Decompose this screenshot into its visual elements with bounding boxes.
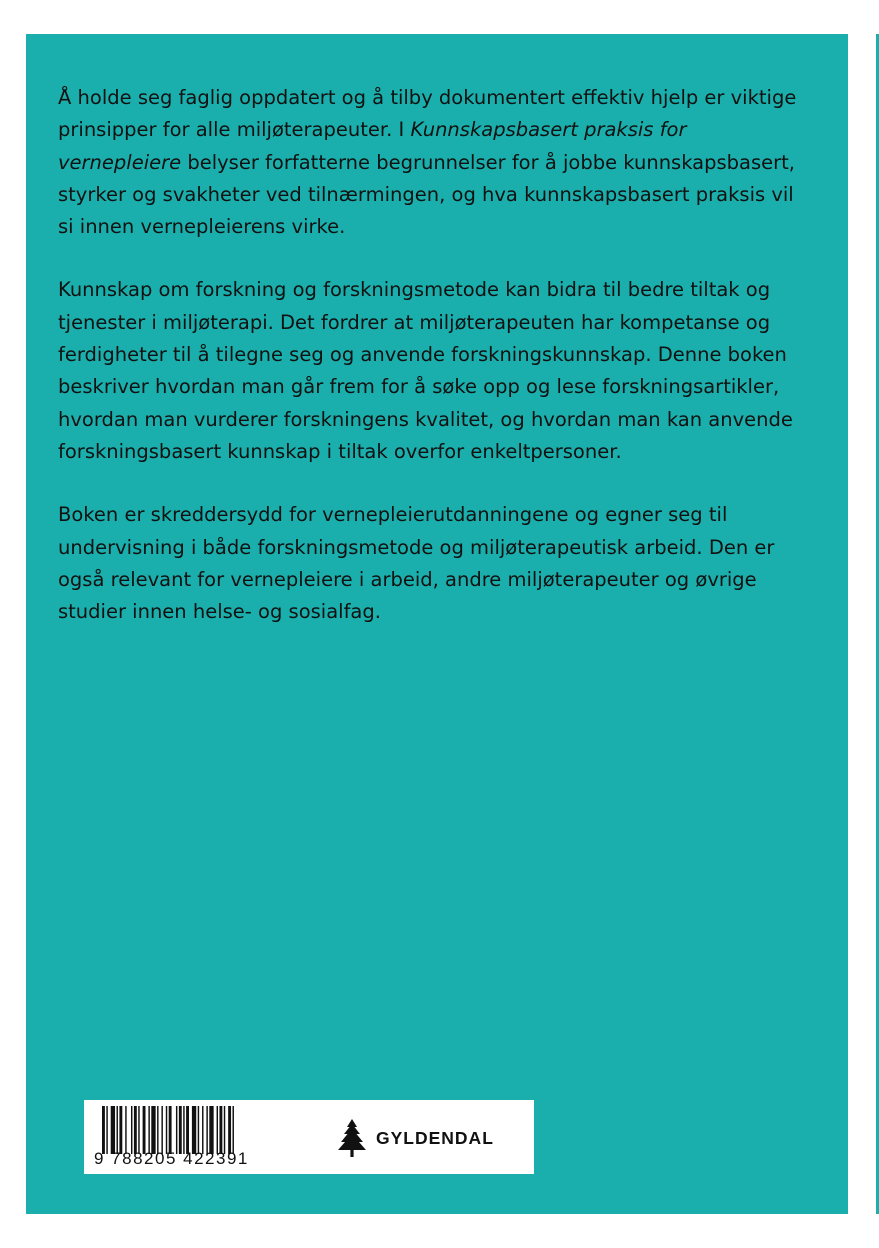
barcode-bar xyxy=(161,1106,162,1154)
barcode-bar xyxy=(192,1106,196,1154)
barcode-bar xyxy=(176,1106,177,1154)
barcode-bar xyxy=(233,1106,234,1154)
isbn-digits: 9 788205 422391 xyxy=(94,1149,249,1168)
barcode-bar xyxy=(209,1106,213,1154)
barcode-bar xyxy=(111,1106,115,1154)
tree-icon xyxy=(336,1118,368,1158)
barcode-bar xyxy=(179,1106,182,1154)
barcode-bar xyxy=(143,1106,146,1154)
barcode-bar xyxy=(131,1106,132,1154)
barcode-bar xyxy=(119,1106,122,1154)
barcode-bar xyxy=(224,1106,225,1154)
barcode-bar xyxy=(169,1106,172,1154)
barcode-bar xyxy=(228,1106,231,1154)
blurb-paragraph-3: Boken er skreddersydd for vernepleierutdanningene og egner seg til undervisning i både forskningsmetode og miljøterapeutisk arbeid. Den er også relevant for vernepleiere i arbeid, andre miljøterapeuter og øvrige studier innen helse- og sosialfag. xyxy=(58,503,775,624)
barcode-bar xyxy=(157,1106,158,1154)
barcode-bar xyxy=(206,1106,207,1154)
barcode-bar xyxy=(166,1106,167,1154)
barcode-bar xyxy=(183,1106,184,1154)
barcode-bar xyxy=(148,1106,149,1154)
barcode-panel xyxy=(84,1100,534,1174)
barcode-bar xyxy=(102,1106,105,1154)
book-title: Kunnskapsbasert praksis for vernepleiere xyxy=(58,118,687,174)
publisher-name: GYLDENDAL xyxy=(376,1128,494,1148)
barcode-bar xyxy=(151,1106,155,1154)
isbn-barcode xyxy=(94,1106,279,1168)
cover-blurb xyxy=(58,82,798,659)
blurb-paragraph-2: Kunnskap om forskning og forskningsmetode kan bidra til bedre tiltak og tjenester i miljøterapi. Det fordrer at miljøterapeuten har kompetanse og ferdigheter til å tilegne seg og anvende forskningskunnskap. Denne boken beskriver hvordan man går frem for å søke opp og lese forskningsartikler, hvordan man vurderer forskningens kvalitet, og hvordan man kan anvende forskningsbasert kunnskap i tiltak overfor enkeltpersoner. xyxy=(58,278,793,463)
barcode-bar xyxy=(217,1106,218,1154)
barcode-bar xyxy=(219,1106,222,1154)
blurb-p1-end: belyser forfatterne begrunnelser for å jobbe kunnskapsbasert, styrker og svakheter ved tilnærmingen, og hva kunnskapsbasert praksis vil si innen vernepleierens virke. xyxy=(58,150,795,239)
barcode-bar xyxy=(202,1106,203,1154)
barcode-bar xyxy=(117,1106,118,1154)
barcode-bar xyxy=(106,1106,107,1154)
barcode-bar xyxy=(186,1106,189,1154)
barcode-bars xyxy=(102,1106,278,1154)
barcode-bar xyxy=(198,1106,199,1154)
blurb-p1-start: Å holde seg faglig oppdatert og å tilby dokumentert effektiv hjelp er viktige prinsipper for alle miljøterapeuter. I xyxy=(58,86,797,142)
barcode-bar xyxy=(134,1106,137,1154)
barcode-bar xyxy=(125,1106,126,1154)
publisher-logo xyxy=(336,1118,526,1158)
barcode-bar xyxy=(138,1106,139,1154)
blurb-paragraph-1 xyxy=(58,82,798,243)
